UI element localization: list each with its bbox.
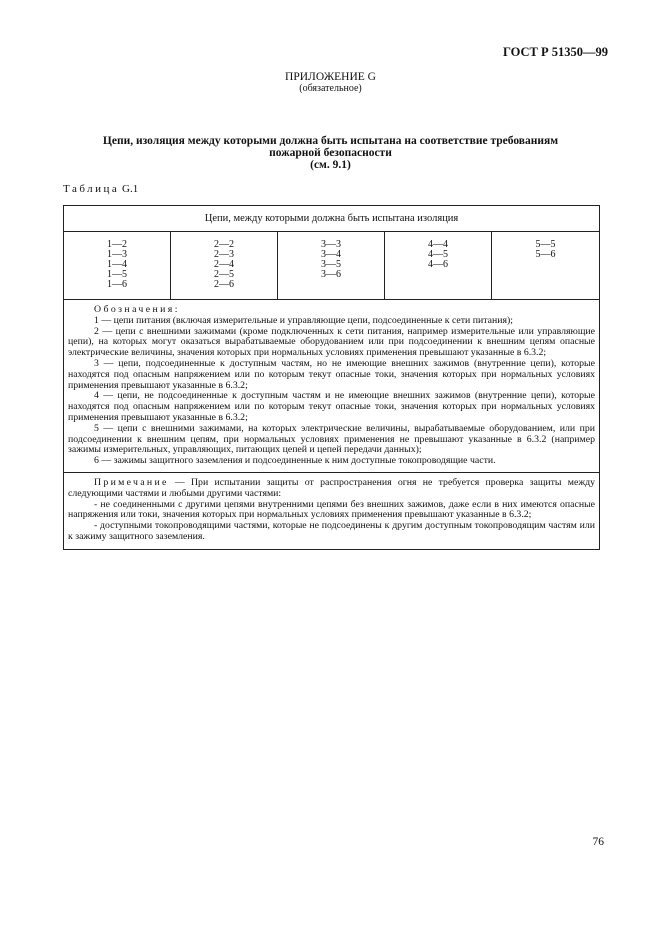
pair-cell: 5—6 xyxy=(535,249,556,260)
section-title-line-2: пожарной безопасности xyxy=(269,147,392,159)
note-text: — При испытании защиты от распространения огня не требуется проверка защиты между следующими частями и любыми другими частями: xyxy=(68,476,595,499)
note-item-1: - не соединенными с другими цепями внутренними цепями без внешних зажимов, даже если в них имеются опасные напряжения или токи, значения которых при нормальных условиях применения превышают указанные в 6.3.2; xyxy=(68,498,595,521)
circuits-table xyxy=(63,205,600,550)
appendix-status: (обязательное) xyxy=(299,83,362,94)
pair-cell: 1—3 xyxy=(107,249,127,260)
document-code: ГОСТ Р 51350—99 xyxy=(502,45,608,59)
pairs-column-4 xyxy=(385,232,492,299)
pairs-column-1 xyxy=(64,232,171,299)
pair-cell: 5—5 xyxy=(535,239,556,250)
section-title-line-1: Цепи, изоляция между которыми должна быть испытана на соответствие требованиям xyxy=(102,135,559,147)
appendix-heading xyxy=(0,71,661,95)
pair-cell: 2—5 xyxy=(214,269,234,280)
legend-item-5: 5 — цепи с внешними зажимами, на которых электрические величины, вырабатываемые оборудованием, или при подсоединении к внешним цепям, при нормальных условиях применения не превышают указанные в 6.3.2 (например зажимы измерительных, управляющих, питающих цепей и цепей передачи данных); xyxy=(68,422,595,456)
pair-cell: 4—4 xyxy=(428,239,448,250)
pair-cell: 1—2 xyxy=(107,239,127,250)
pair-cell: 2—4 xyxy=(214,259,234,270)
pairs-column-5 xyxy=(492,232,599,299)
pair-cell: 3—3 xyxy=(321,239,341,250)
note-label: Примечание xyxy=(94,476,169,488)
table-caption-number: G.1 xyxy=(122,183,139,195)
section-title-line-3: (см. 9.1) xyxy=(310,159,351,171)
note-item-2: - доступными токопроводящими частями, которые не подсоединены к другим доступным токопроводящим частям или к зажиму защитного заземления. xyxy=(68,520,595,542)
legend-item-4: 4 — цепи, не подсоединенные к доступным частям и не имеющие внешних зажимов (внутренние цепи), которые находятся под опасным напряжением или по которым текут опасные токи, значения которых при нормальных условиях применения превышают указанные в 6.3.2; xyxy=(68,390,595,423)
legend-item-1: 1 — цепи питания (включая измерительные и управляющие цепи, подсоединенные к сети питания); xyxy=(94,314,513,326)
note-block xyxy=(64,472,599,549)
legend-item-6: 6 — зажимы защитного заземления и подсоединенные к ним доступные токопроводящие части. xyxy=(94,455,496,467)
circuit-pairs-row xyxy=(64,232,599,300)
pair-cell: 2—6 xyxy=(214,279,234,290)
pair-cell: 3—5 xyxy=(321,259,341,270)
appendix-title: ПРИЛОЖЕНИЕ G xyxy=(285,71,376,83)
pair-cell: 3—4 xyxy=(321,249,341,260)
legend-item-2: 2 — цепи с внешними зажимами (кроме подключенных к сети питания, например измерительные или управляющие цепи), на которых могут оказаться вырабатываемые оборудованием или при подсоединении к внешним цепям опасные электрические величины, значения которых при нормальных условиях применения превышают указанные в 6.3.2; xyxy=(68,325,595,359)
pairs-column-2 xyxy=(171,232,278,299)
page-number: 76 xyxy=(592,836,604,848)
legend-item-3: 3 — цепи, подсоединенные к доступным частям, но не имеющие внешних зажимов (внутренние цепи), которые находятся под опасным напряжением или по которым текут опасные токи, значения которых при нормальных условиях применения превышают указанные в 6.3.2; xyxy=(68,357,595,391)
legend-title: Обозначения: xyxy=(94,304,180,315)
section-title xyxy=(0,135,661,171)
pair-cell: 3—6 xyxy=(321,269,341,280)
pair-cell: 4—5 xyxy=(428,249,448,260)
pair-cell: 2—3 xyxy=(214,249,234,260)
pairs-column-3 xyxy=(278,232,385,299)
pair-cell: 1—5 xyxy=(107,269,127,280)
table-header: Цепи, между которыми должна быть испытана изоляция xyxy=(64,206,599,232)
pair-cell: 1—6 xyxy=(107,279,127,290)
table-caption xyxy=(63,183,138,195)
legend-block xyxy=(64,300,599,472)
note-intro xyxy=(68,478,595,500)
pair-cell: 1—4 xyxy=(107,259,127,270)
pair-cell: 4—6 xyxy=(428,259,448,270)
pair-cell: 2—2 xyxy=(214,239,234,250)
table-caption-label: Таблица xyxy=(63,183,120,195)
